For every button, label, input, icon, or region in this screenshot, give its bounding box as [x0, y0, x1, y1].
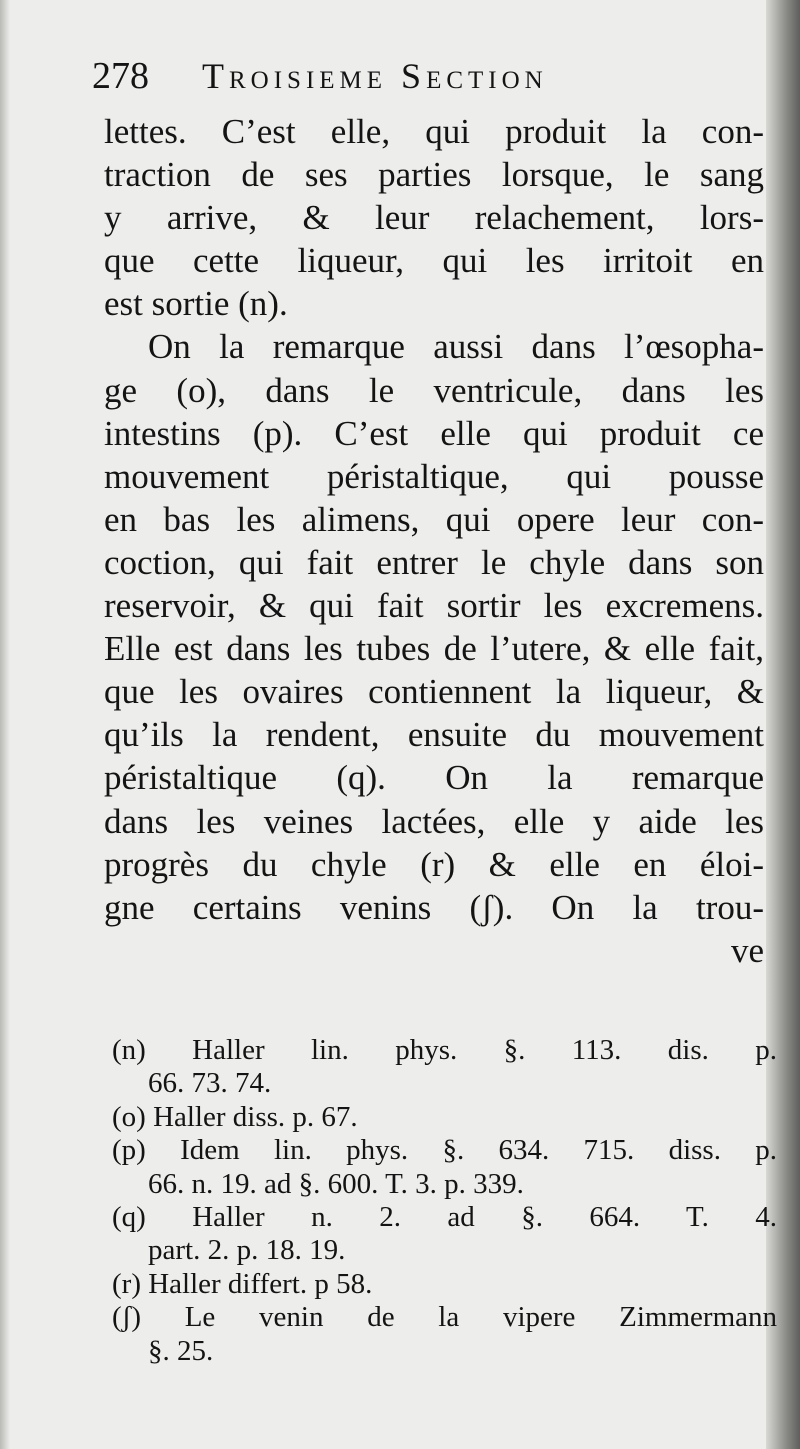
body-line: reservoir, & qui fait sortir les excremens.	[104, 586, 764, 626]
footnote-line: (ʃ) Le venin de la vipere Zimmermann	[112, 1301, 777, 1334]
footnote-line: 66. n. 19. ad §. 600. T. 3. p. 339.	[148, 1167, 524, 1200]
body-line: que cette liqueur, qui les irritoit en	[104, 241, 764, 281]
body-line: mouvement péristaltique, qui pousse	[104, 456, 764, 496]
footnotes	[112, 1034, 777, 1368]
body-line: intestins (p). C’est elle qui produit ce	[104, 413, 764, 453]
footnote-line: §. 25.	[148, 1334, 214, 1367]
body-line: ge (o), dans le ventricule, dans les	[104, 370, 764, 410]
body-line: progrès du chyle (r) & elle en éloi-	[104, 844, 764, 884]
body-line: que les ovaires contiennent la liqueur, &	[104, 672, 764, 712]
body-line: Elle est dans les tubes de l’utere, & elle fait,	[104, 629, 764, 669]
footnote-line: 66. 73. 74.	[148, 1067, 272, 1100]
page-left-edge	[0, 0, 10, 1449]
footnote-line: (r) Haller differt. p 58.	[112, 1267, 373, 1300]
body-line: traction de ses parties lorsque, le sang	[104, 155, 764, 195]
body-line: dans les veines lactées, elle y aide les	[104, 801, 764, 841]
body-line: gne certains venins (ʃ). On la trou-	[104, 887, 764, 927]
body-line: en bas les alimens, qui opere leur con-	[104, 499, 764, 539]
footnote-line: part. 2. p. 18. 19.	[148, 1234, 346, 1267]
body-line: coction, qui fait entrer le chyle dans son	[104, 542, 764, 582]
body-line: qu’ils la rendent, ensuite du mouvement	[104, 715, 764, 755]
footnote-line: (q) Haller n. 2. ad §. 664. T. 4.	[112, 1200, 777, 1233]
body-line: est sortie (n).	[104, 284, 288, 324]
body-line: On la remarque aussi dans l’œsopha-	[148, 327, 764, 367]
footnote-line: (p) Idem lin. phys. §. 634. 715. diss. p.	[112, 1134, 777, 1167]
page-header	[92, 52, 712, 100]
footnote-line: (o) Haller diss. p. 67.	[112, 1100, 358, 1133]
body-line: péristaltique (q). On la remarque	[104, 758, 764, 798]
page-number: 278	[92, 55, 149, 97]
running-head: Troisieme Section	[202, 56, 548, 96]
body-text	[104, 110, 764, 972]
body-line: lettes. C’est elle, qui produit la con-	[104, 112, 764, 151]
body-line: y arrive, & leur relachement, lors-	[104, 198, 764, 238]
catchword: ve	[730, 930, 764, 970]
footnote-line: (n) Haller lin. phys. §. 113. dis. p.	[112, 1034, 777, 1066]
